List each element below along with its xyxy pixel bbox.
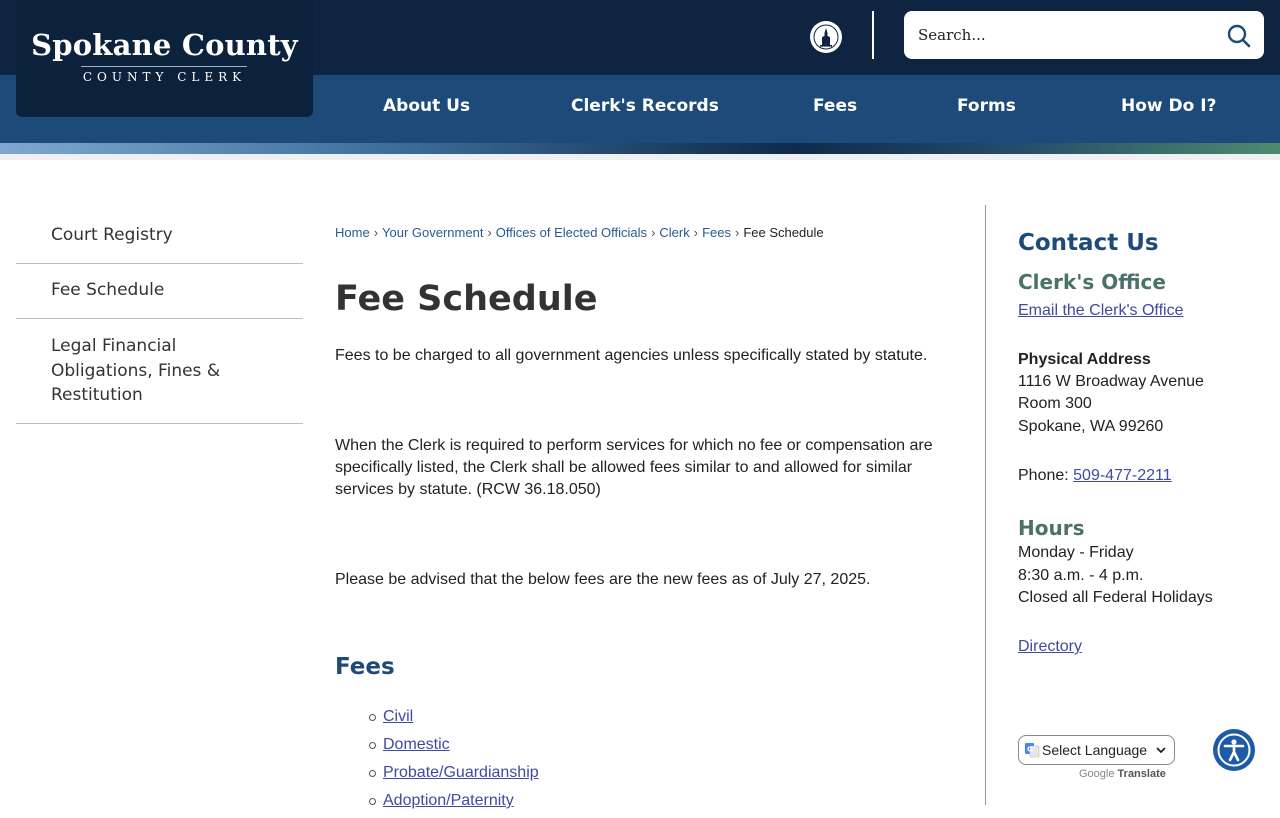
nav-about-us[interactable]: About Us	[383, 96, 471, 116]
notice-paragraph: Please be advised that the below fees are the new fees as of July 27, 2025.	[335, 571, 871, 588]
list-item	[369, 706, 539, 734]
address-label: Physical Address	[1018, 351, 1151, 368]
powered-by-google	[1079, 768, 1166, 780]
address-line-1: 1116 W Broadway Avenue	[1018, 373, 1204, 390]
directory-link-wrap	[1018, 636, 1082, 659]
email-link-wrap	[1018, 300, 1183, 323]
sidebar-item-court-registry[interactable]	[16, 210, 303, 264]
fee-link-adoption[interactable]: Adoption/Paternity	[383, 792, 514, 809]
sidebar-item-label: Legal Financial Obligations, Fines & Restitution	[51, 336, 221, 405]
fees-heading: Fees	[335, 654, 395, 680]
search-input[interactable]	[918, 23, 1218, 47]
breadcrumb-separator: ›	[487, 225, 492, 240]
hours-line-3: Closed all Federal Holidays	[1018, 589, 1213, 606]
search-icon[interactable]	[1226, 23, 1252, 49]
site-logo[interactable]	[16, 0, 313, 117]
breadcrumb-home[interactable]: Home	[335, 225, 370, 240]
header-stripe	[0, 143, 1280, 154]
breadcrumb-fees[interactable]: Fees	[702, 225, 731, 240]
language-select[interactable]	[1018, 735, 1175, 765]
sidebar-item-fee-schedule[interactable]	[16, 264, 303, 319]
office-heading: Clerk's Office	[1018, 270, 1166, 294]
search-box	[904, 11, 1264, 59]
hours-line-2: 8:30 a.m. - 4 p.m.	[1018, 567, 1144, 584]
sidebar-item-label: Fee Schedule	[51, 280, 165, 300]
nav-clerks-records[interactable]: Clerk's Records	[571, 96, 719, 116]
directory-link[interactable]: Directory	[1018, 638, 1083, 655]
address-line-2: Room 300	[1018, 395, 1092, 412]
breadcrumb-clerk[interactable]: Clerk	[659, 225, 690, 240]
breadcrumb-separator: ›	[651, 225, 656, 240]
breadcrumb-current: Fee Schedule	[743, 225, 824, 240]
nav-how-do-i[interactable]: How Do I?	[1121, 96, 1217, 116]
email-clerk-link[interactable]: Email the Clerk's Office	[1018, 302, 1184, 319]
header-divider	[872, 11, 874, 59]
list-item	[369, 734, 539, 762]
logo-subtitle: COUNTY CLERK	[82, 70, 247, 84]
hours-heading: Hours	[1018, 516, 1085, 540]
intro-paragraph: Fees to be charged to all government agencies unless specifically stated by statute.	[335, 347, 928, 364]
sidebar-item-legal-financial-obligations[interactable]	[16, 319, 303, 424]
fee-link-domestic[interactable]: Domestic	[383, 736, 450, 753]
google-wordmark: Google	[1079, 768, 1115, 780]
phone-label: Phone:	[1018, 467, 1074, 484]
fee-link-probate[interactable]: Probate/Guardianship	[383, 764, 539, 781]
fee-link-civil[interactable]: Civil	[383, 708, 414, 725]
county-seal-icon[interactable]	[810, 21, 842, 53]
contact-heading: Contact Us	[1018, 230, 1159, 256]
phone-link[interactable]: 509-477-2211	[1073, 467, 1172, 484]
breadcrumb-separator: ›	[373, 225, 379, 240]
logo-rule	[81, 66, 247, 67]
breadcrumb-your-government[interactable]: Your Government	[382, 225, 484, 240]
phone-row	[1018, 465, 1172, 488]
accessibility-icon[interactable]	[1213, 729, 1255, 771]
breadcrumb	[335, 225, 824, 240]
header-stripe-light	[0, 154, 1280, 160]
address-line-3: Spokane, WA 99260	[1018, 418, 1164, 435]
nav-forms[interactable]: Forms	[957, 96, 1016, 116]
breadcrumb-separator: ›	[735, 225, 740, 240]
nav-fees[interactable]: Fees	[813, 96, 858, 116]
translate-label: Translate	[1117, 768, 1166, 780]
fee-links-list	[369, 706, 539, 818]
column-divider	[985, 205, 986, 805]
svg-text:G: G	[1027, 745, 1033, 754]
breadcrumb-offices[interactable]: Offices of Elected Officials	[495, 225, 648, 240]
page-title: Fee Schedule	[335, 279, 598, 319]
hours-line-1: Monday - Friday	[1018, 544, 1134, 561]
list-item	[369, 790, 539, 818]
breadcrumb-separator: ›	[693, 225, 699, 240]
sidebar-item-label: Court Registry	[51, 225, 173, 245]
google-translate-icon	[1025, 743, 1039, 757]
logo-title: Spokane County	[31, 28, 298, 62]
list-item	[369, 762, 539, 790]
chevron-down-icon	[1154, 743, 1168, 757]
rcw-paragraph: When the Clerk is required to perform services for which no fee or compensation are specifically listed, the Clerk shall be allowed fees similar to and allowed for similar services by statute. (RCW 36.18.050)	[335, 437, 933, 498]
language-select-label: Select Language	[1042, 742, 1148, 758]
